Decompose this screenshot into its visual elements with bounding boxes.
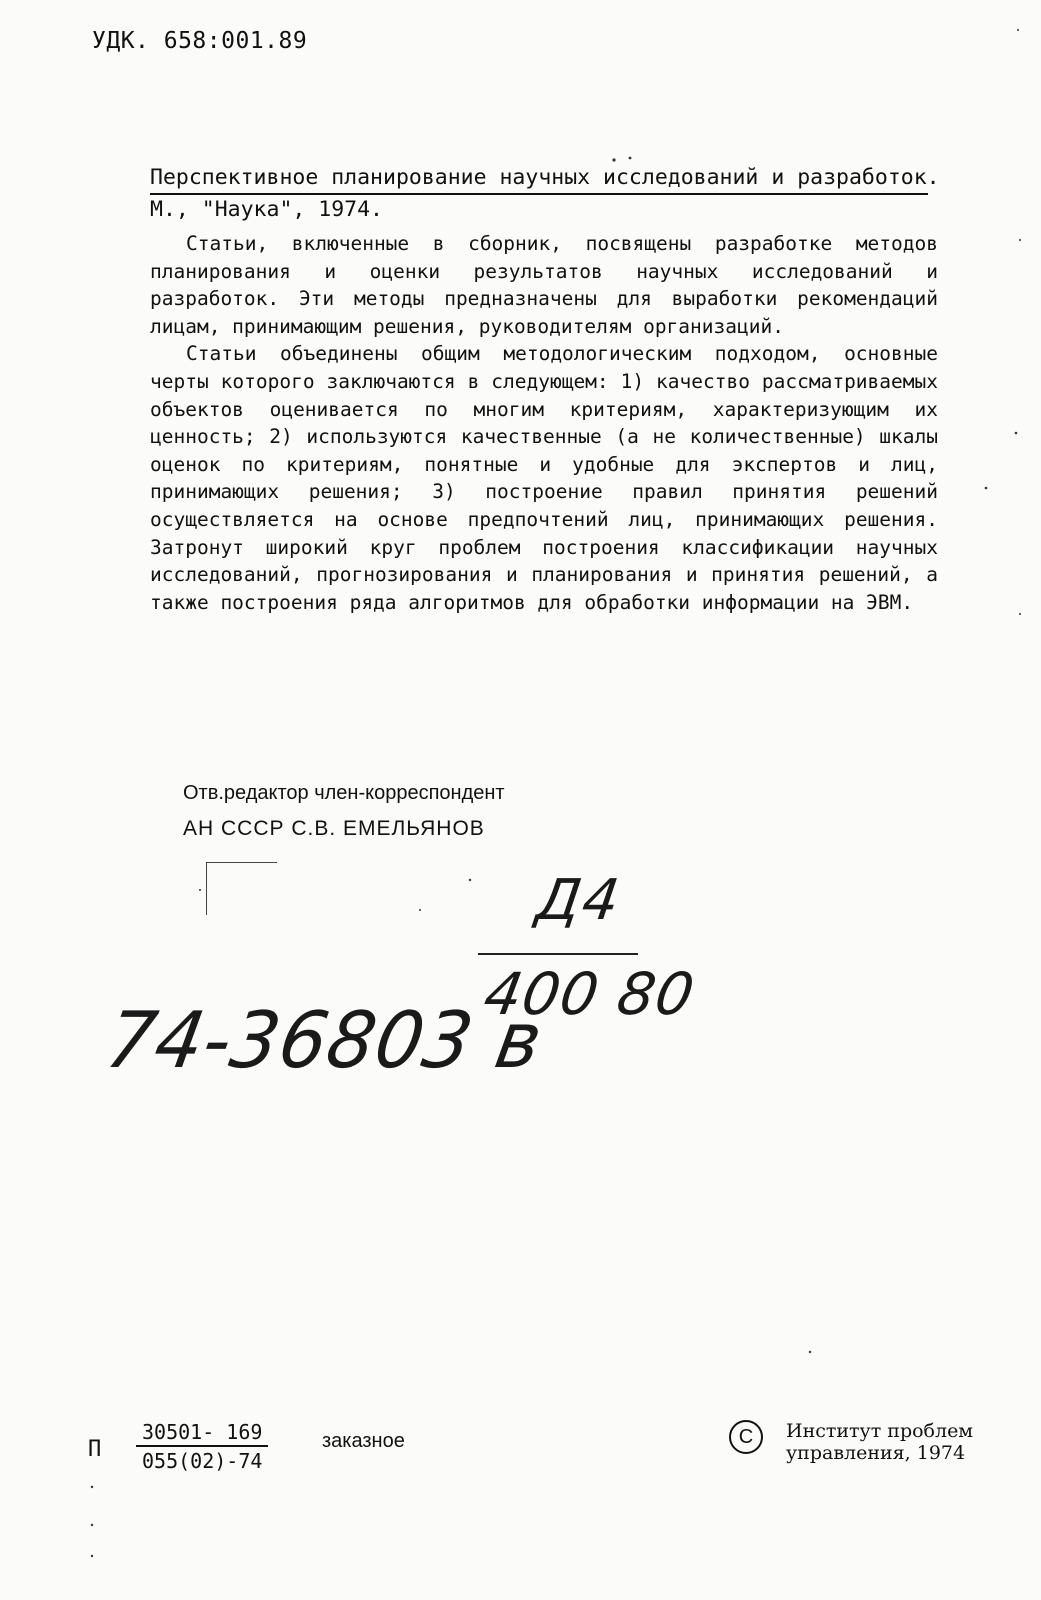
bibliographic-citation <box>150 163 940 224</box>
pencil-mark <box>206 862 277 915</box>
citation-title: Перспективное планирование научных исследований и разработок. <box>150 163 928 195</box>
handwritten-accession-number: 74-36803 в <box>100 995 550 1087</box>
copyright-icon: C <box>729 1420 763 1454</box>
editor-name: АН СССР С.В. ЕМЕЛЬЯНОВ <box>183 817 485 840</box>
citation-publisher: М., "Наука", 1974. <box>150 197 383 222</box>
responsible-editor <box>183 775 505 847</box>
abstract <box>150 230 938 616</box>
editor-title: Отв.редактор член-корреспондент <box>183 782 505 804</box>
copyright-line-1: Институт проблем <box>786 1420 974 1442</box>
copyright-holder <box>786 1420 973 1464</box>
abstract-paragraph-1: Статьи, включенные в сборник, посвящены разработке методов планирования и оценки результатов научных исследований и разработок. Эти методы предназначены для выработки рекомендаций лицам, принимающим решения, руководителям организаций. <box>150 232 938 338</box>
handwritten-divider-line <box>478 953 638 955</box>
imprint-letter: П <box>88 1437 102 1462</box>
abstract-paragraph-2: Статьи объединены общим методологическим подходом, основные черты которого заключаются в следующем: 1) качество рассматриваемых объектов оценивается по многим критериям, характеризующим их ценность; 2) используются качественные (а не количественные) шкалы оценок по критериям, понятные и удобные для экспертов и лиц, принимающих решения; 3) построение правил принятия решений осуществляется на основе предпочтений лиц, принимающих решения. Затронут широкий круг проблем построения классификации научных исследований, прогнозирования и планирования и принятия решений, а также построения ряда алгоритмов для обработки информации на ЭВМ. <box>150 342 938 614</box>
imprint-denominator: 055(02)-74 <box>142 1449 263 1473</box>
order-type: заказное <box>322 1430 405 1452</box>
copyright-line-2: управления, 1974 <box>786 1442 966 1464</box>
imprint-code <box>136 1420 268 1473</box>
imprint-numerator: 30501- 169 <box>136 1420 268 1447</box>
udk-code: УДК. 658:001.89 <box>92 28 308 54</box>
handwritten-inventory-number: 400 80 <box>479 960 700 1028</box>
handwritten-shelf-mark: Д4 <box>532 868 625 933</box>
